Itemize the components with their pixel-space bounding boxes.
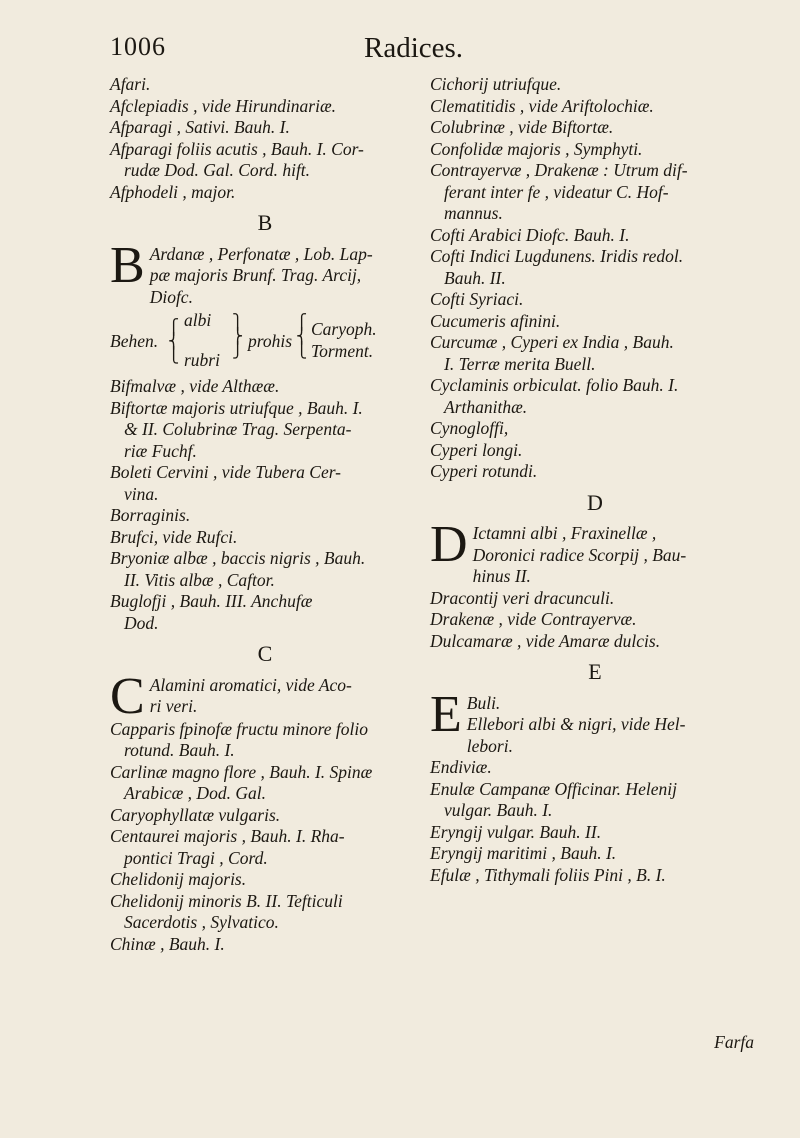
- entry-line: Boleti Cervini , vide Tubera Cer-: [110, 462, 342, 482]
- index-entry: [110, 805, 420, 827]
- behen-torment: Torment.: [311, 341, 374, 361]
- entry-line: pæ majoris Brunf. Trag. Arcij,: [149, 265, 362, 285]
- index-entry: [110, 869, 420, 891]
- e-first-entry: [430, 685, 760, 758]
- entry-line: Arthanithæ.: [444, 396, 528, 417]
- entry-line: Colubrinæ , vide Biftortæ.: [430, 117, 614, 137]
- entry-line: Confolidæ majoris , Symphyti.: [430, 138, 643, 159]
- index-entry: [110, 117, 420, 139]
- index-entry: [110, 826, 420, 869]
- index-entry: [110, 376, 420, 398]
- entry-line: riæ Fuchf.: [124, 440, 197, 461]
- index-entry: [430, 246, 760, 289]
- entry-line: Dod.: [124, 612, 159, 633]
- index-entry: [430, 461, 760, 483]
- c-first-entry: [110, 667, 420, 725]
- entry-line: Diofc.: [149, 286, 193, 307]
- index-entry: [110, 462, 420, 505]
- entry-line: & II. Colubrinæ Trag. Serpenta-: [124, 419, 352, 439]
- index-entry: [430, 779, 760, 822]
- behen-word: Behen.: [110, 331, 159, 351]
- catchword: Farfa: [714, 1032, 754, 1052]
- left-column: [110, 74, 420, 955]
- entry-line: ferant inter fe , videatur C. Hof-: [444, 181, 669, 202]
- index-entry: [110, 74, 420, 96]
- entry-line: Afclepiadis , vide Hirundinariæ.: [110, 95, 337, 116]
- index-entry: [110, 762, 420, 805]
- entry-line: Chelidonij majoris.: [110, 869, 247, 889]
- entry-line: Ellebori albi & nigri, vide Hel-: [466, 714, 686, 734]
- index-entry: [110, 398, 420, 463]
- entry-line: Bauh. II.: [444, 267, 506, 288]
- index-entry: [430, 843, 760, 865]
- index-entry: [110, 548, 420, 591]
- index-entry: [430, 588, 760, 610]
- left-brace-symbol: ⎧ ⎨ ⎩: [296, 315, 308, 359]
- entry-line: Cynogloffi,: [430, 418, 509, 438]
- entry-line: Dulcamaræ , vide Amaræ dulcis.: [430, 630, 661, 651]
- behen-entry: [110, 310, 420, 372]
- b-first-lines: [110, 236, 420, 309]
- entry-line: rotund. Bauh. I.: [124, 740, 235, 760]
- index-entry: [430, 160, 760, 225]
- entry-line: rudæ Dod. Gal. Cord. hift.: [124, 160, 311, 180]
- index-entry: [430, 609, 760, 631]
- right-column: [430, 74, 760, 886]
- drop-cap-e: E: [430, 685, 462, 743]
- entry-line: Eryngij vulgar. Bauh. II.: [430, 821, 602, 842]
- entry-line: vulgar. Bauh. I.: [444, 800, 553, 820]
- entry-line: Afparagi foliis acutis , Bauh. I. Cor-: [110, 138, 364, 159]
- index-entry: [110, 527, 420, 549]
- entry-line: Ictamni albi , Fraxinellæ ,: [472, 523, 657, 543]
- entry-line: Bifmalvæ , vide Althææ.: [110, 376, 280, 396]
- entry-line: Afphodeli , major.: [110, 181, 236, 202]
- drop-cap-b: B: [110, 236, 145, 294]
- drop-cap-d: D: [430, 516, 468, 573]
- entry-line: Cofti Indici Lugdunens. Iridis redol.: [430, 246, 684, 266]
- behen-prohis: prohis: [248, 331, 293, 351]
- index-entry: [430, 225, 760, 247]
- e-first-lines: [430, 685, 760, 758]
- entry-line: Cucumeris afinini.: [430, 310, 561, 331]
- d-first-entry: [430, 516, 760, 588]
- entry-line: vina.: [124, 483, 159, 504]
- entry-line: Brufci, vide Rufci.: [110, 526, 238, 547]
- entry-line: Buli.: [466, 692, 501, 713]
- left-brace-symbol: ⎧ ⎨ ⎩: [168, 320, 180, 364]
- c-continued-list: [430, 74, 760, 483]
- d-entry-list: [430, 588, 760, 653]
- index-entry: [430, 440, 760, 462]
- entry-line: Cyperi longi.: [430, 439, 523, 460]
- entry-line: Eryngij maritimi , Bauh. I.: [430, 843, 617, 863]
- index-entry: [430, 139, 760, 161]
- entry-line: Arabicæ , Dod. Gal.: [124, 783, 266, 803]
- index-entry: [430, 289, 760, 311]
- c-entry-list: [110, 719, 420, 956]
- index-entry: [430, 757, 760, 779]
- behen-caryoph: Caryoph.: [311, 319, 377, 339]
- entry-line: Buglofji , Bauh. III. Anchufæ: [110, 591, 313, 611]
- entry-line: ri veri.: [149, 696, 198, 716]
- entry-line: Caryophyllatæ vulgaris.: [110, 804, 281, 825]
- behen-rubri: rubri: [184, 350, 220, 370]
- index-entry: [110, 934, 420, 956]
- page-header: [0, 32, 800, 72]
- index-entry: [430, 375, 760, 418]
- entry-line: Biftortæ majoris utriufque , Bauh. I.: [110, 397, 363, 418]
- entry-line: Bryoniæ albæ , baccis nigris , Bauh.: [110, 548, 366, 568]
- entry-line: Contrayervæ , Drakenæ : Utrum dif-: [430, 160, 688, 180]
- entry-line: Cofti Syriaci.: [430, 289, 524, 309]
- entry-line: Carlinæ magno flore , Bauh. I. Spinæ: [110, 761, 373, 782]
- index-entry: [110, 139, 420, 182]
- index-entry: [430, 96, 760, 118]
- c-first-lines: [110, 667, 420, 725]
- e-entry-list: [430, 757, 760, 886]
- right-brace-symbol: ⎫ ⎬ ⎭: [232, 315, 244, 359]
- index-entry: [430, 74, 760, 96]
- index-entry: [110, 891, 420, 934]
- entry-line: Efulæ , Tithymali foliis Pini , B. I.: [430, 864, 666, 885]
- d-first-lines: [430, 516, 760, 588]
- index-entry: [110, 96, 420, 118]
- entry-line: Drakenæ , vide Contrayervæ.: [430, 609, 637, 629]
- a-entry-list: [110, 74, 420, 203]
- entry-line: pontici Tragi , Cord.: [124, 847, 268, 868]
- behen-albi: albi: [184, 310, 212, 330]
- index-entry: [430, 631, 760, 653]
- index-entry: [430, 332, 760, 375]
- drop-cap-c: C: [110, 667, 145, 725]
- section-heading-e: E: [588, 659, 602, 684]
- entry-line: Enulæ Campanæ Officinar. Helenij: [430, 778, 677, 799]
- entry-line: Cyclaminis orbiculat. folio Bauh. I.: [430, 375, 679, 395]
- entry-line: Chelidonij minoris B. II. Tefticuli: [110, 890, 343, 911]
- section-heading-c: C: [257, 641, 273, 666]
- entry-line: hinus II.: [472, 566, 531, 586]
- entry-line: Alamini aromatici, vide Aco-: [149, 674, 352, 695]
- b-entry-list: [110, 376, 420, 634]
- entry-line: Cyperi rotundi.: [430, 461, 538, 481]
- entry-line: mannus.: [444, 203, 503, 223]
- entry-line: Afari.: [110, 74, 151, 94]
- section-heading-b: B: [257, 210, 273, 235]
- entry-line: Borraginis.: [110, 505, 191, 525]
- index-entry: [430, 418, 760, 440]
- entry-line: Curcumæ , Cyperi ex India , Bauh.: [430, 332, 674, 352]
- entry-line: Sacerdotis , Sylvatico.: [124, 912, 279, 932]
- section-heading-d: D: [587, 489, 603, 515]
- page-number: 1006: [110, 32, 166, 61]
- index-entry: [110, 719, 420, 762]
- index-entry: [430, 117, 760, 139]
- entry-line: Ardanæ , Perfonatæ , Lob. Lap-: [149, 243, 373, 264]
- index-entry: [430, 822, 760, 844]
- index-entry: [430, 865, 760, 887]
- entry-line: Cichorij utriufque.: [430, 74, 562, 94]
- entry-line: Endiviæ.: [430, 757, 492, 777]
- entry-line: Cofti Arabici Diofc. Bauh. I.: [430, 224, 630, 245]
- entry-line: Centaurei majoris , Bauh. I. Rha-: [110, 826, 345, 846]
- entry-line: lebori.: [466, 735, 513, 756]
- b-first-entry: [110, 236, 420, 309]
- entry-line: Dracontij veri dracunculi.: [430, 587, 615, 608]
- entry-line: Chinæ , Bauh. I.: [110, 933, 225, 954]
- entry-line: I. Terræ merita Buell.: [444, 353, 596, 374]
- index-entry: [430, 311, 760, 333]
- entry-line: II. Vitis albæ , Caftor.: [124, 569, 275, 590]
- index-entry: [110, 591, 420, 634]
- entry-line: Afparagi , Sativi. Bauh. I.: [110, 117, 290, 137]
- entry-line: Capparis fpinofæ fructu minore folio: [110, 718, 368, 739]
- entry-line: Doronici radice Scorpij , Bau-: [472, 544, 687, 565]
- index-entry: [110, 505, 420, 527]
- entry-line: Clematitidis , vide Ariftolochiæ.: [430, 95, 654, 116]
- index-entry: [110, 182, 420, 204]
- running-title: Radices.: [364, 32, 464, 64]
